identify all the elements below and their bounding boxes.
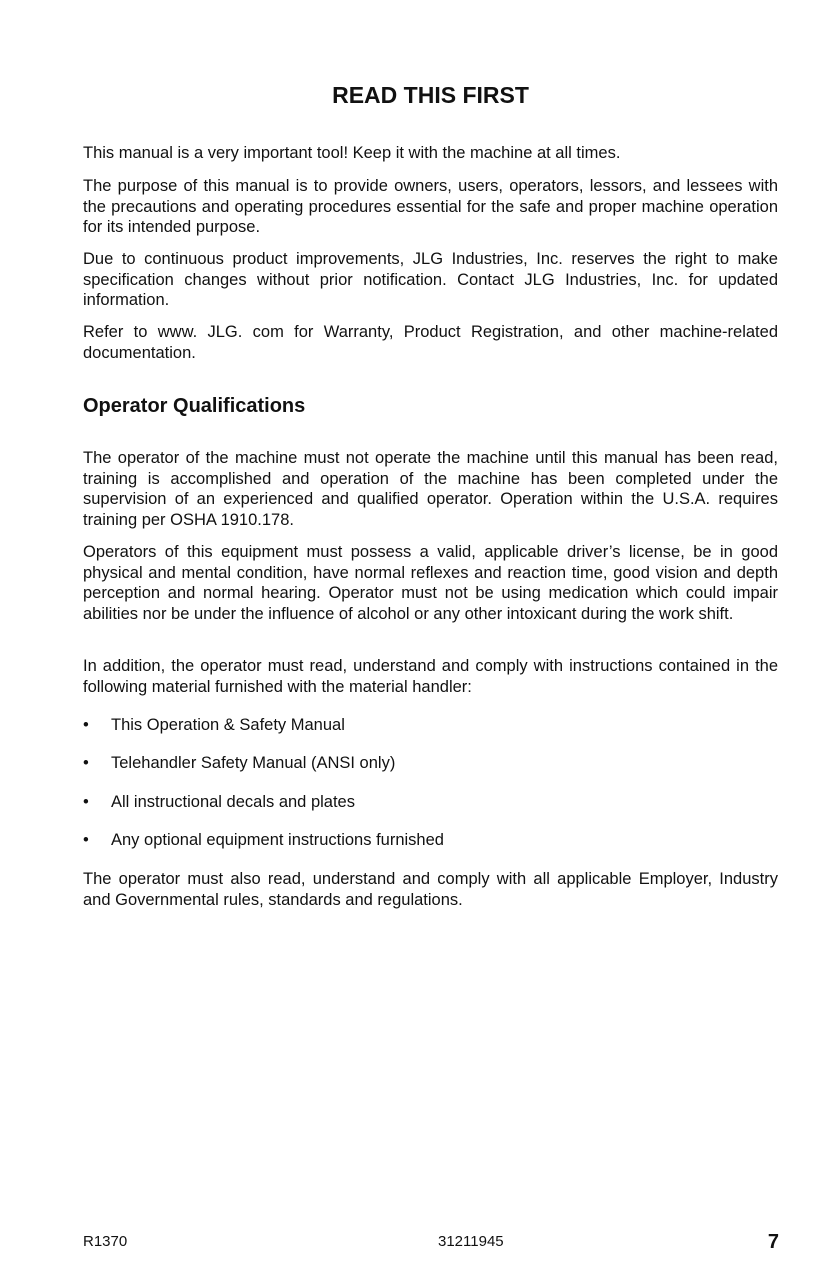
bullet-text: This Operation & Safety Manual <box>111 716 345 734</box>
section-paragraph-3: In addition, the operator must read, understand and comply with instructions contained in the following material furnished with the material handler: <box>83 657 778 696</box>
intro-paragraph-4: Refer to www. JLG. com for Warranty, Product Registration, and other machine-related documentation. <box>83 323 778 362</box>
footer-document-code: R1370 <box>83 1233 128 1250</box>
bullet-text: Telehandler Safety Manual (ANSI only) <box>111 754 396 772</box>
footer-part-number: 31211945 <box>438 1233 504 1250</box>
closing-paragraph: The operator must also read, understand and comply with all applicable Employer, Industry and Governmental rules, standards and regulations. <box>83 870 778 909</box>
bullet-symbol: • <box>83 754 89 772</box>
bullet-symbol: • <box>83 716 89 734</box>
bullet-text: Any optional equipment instructions furnished <box>111 831 444 849</box>
intro-paragraph-3: Due to continuous product improvements, JLG Industries, Inc. reserves the right to make specification changes without prior notification. Contact JLG Industries, Inc. for updated information. <box>83 250 778 309</box>
intro-paragraph-2: The purpose of this manual is to provide owners, users, operators, lessors, and lessees with the precautions and operating procedures essential for the safe and proper machine operation for its intended purpose. <box>83 177 778 236</box>
page-title: READ THIS FIRST <box>332 82 529 108</box>
section-paragraph-2: Operators of this equipment must possess a valid, applicable driver’s license, be in good physical and mental condition, have normal reflexes and reaction time, good vision and depth perception and normal hearing. Operator must not be using medication which could impair abilities nor be under the influence of alcohol or any other intoxicant during the work shift. <box>83 543 778 623</box>
section-paragraph-1: The operator of the machine must not operate the machine until this manual has been read, training is accomplished and operation of the machine has been completed under the supervision of an experienced and qualified operator. Operation within the U.S.A. requires training per OSHA 1910.178. <box>83 449 778 529</box>
page-number: 7 <box>767 1231 779 1253</box>
intro-paragraph-1: This manual is a very important tool! Keep it with the machine at all times. <box>83 144 621 162</box>
bullet-symbol: • <box>83 831 89 849</box>
bullet-text: All instructional decals and plates <box>111 793 355 811</box>
bullet-symbol: • <box>83 793 89 811</box>
section-heading: Operator Qualifications <box>83 395 306 417</box>
